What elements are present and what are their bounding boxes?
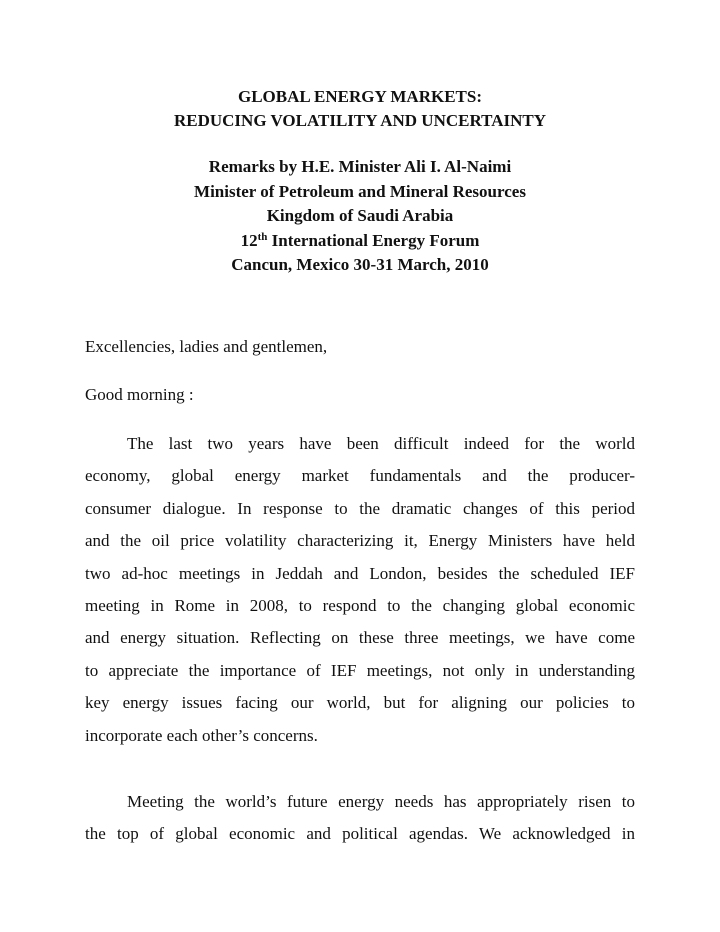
title-line-2: REDUCING VOLATILITY AND UNCERTAINTY xyxy=(173,111,547,130)
salutation-good-morning: Good morning : xyxy=(85,385,194,404)
salutation-excellencies: Excellencies, ladies and gentlemen, xyxy=(85,337,328,356)
forum-number: 12 xyxy=(240,230,258,250)
paragraph-line: economy, global energy market fundamentals and the producer- xyxy=(85,466,635,486)
forum-ordinal-suffix: th xyxy=(257,230,268,243)
paragraph-line: and the oil price volatility characterizing it, Energy Ministers have held xyxy=(85,531,635,551)
paragraph-1 xyxy=(85,428,635,752)
document-title xyxy=(0,85,720,133)
paragraph-line: The last two years have been difficult indeed for the world xyxy=(127,434,635,453)
paragraph-line: key energy issues facing our world, but for aligning our policies to xyxy=(85,693,635,713)
byline-position: Minister of Petroleum and Mineral Resources xyxy=(194,181,526,201)
byline-forum xyxy=(0,229,720,254)
byline-country: Kingdom of Saudi Arabia xyxy=(266,206,454,225)
paragraph-line: Meeting the world’s future energy needs has appropriately risen to xyxy=(127,792,635,811)
byline-remarks: Remarks by H.E. Minister Ali I. Al-Naimi xyxy=(208,157,512,176)
paragraph-line: to appreciate the importance of IEF meetings, not only in understanding xyxy=(85,660,635,680)
paragraph-line: meeting in Rome in 2008, to respond to the changing global economic xyxy=(85,595,635,615)
forum-name: International Energy Forum xyxy=(267,230,480,250)
title-line-1: GLOBAL ENERGY MARKETS: xyxy=(237,87,483,106)
byline-location-date: Cancun, Mexico 30-31 March, 2010 xyxy=(231,255,489,274)
paragraph-line: and energy situation. Reflecting on these three meetings, we have come xyxy=(85,628,635,648)
paragraph-2 xyxy=(85,786,635,851)
paragraph-line: consumer dialogue. In response to the dramatic changes of this period xyxy=(85,498,635,518)
paragraph-line: the top of global economic and political agendas. We acknowledged in xyxy=(85,824,635,844)
speaker-byline xyxy=(0,155,720,278)
paragraph-line: incorporate each other’s concerns. xyxy=(85,725,318,745)
paragraph-line: two ad-hoc meetings in Jeddah and London, besides the scheduled IEF xyxy=(85,563,635,583)
